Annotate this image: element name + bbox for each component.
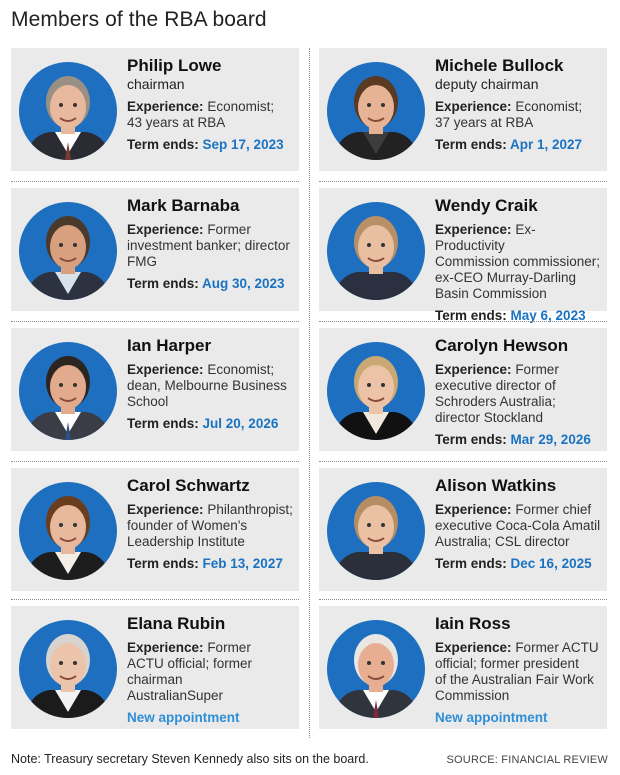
term-ends-label: Term ends:: [127, 556, 199, 571]
member-name: Wendy Craik: [435, 196, 538, 215]
experience-line: Former: [207, 222, 251, 237]
experience-line: of the Australian Fair Work: [435, 672, 594, 687]
member-name: Carolyn Hewson: [435, 336, 569, 355]
term-end-date: Apr 1, 2027: [510, 137, 583, 152]
experience-line: Philanthropist;: [207, 502, 293, 517]
portrait-photo: [327, 202, 425, 300]
portrait-photo: [327, 620, 425, 718]
member-info: [127, 196, 295, 292]
term-end-date: May 6, 2023: [510, 308, 586, 323]
experience-line: Australia; CSL director: [435, 534, 570, 549]
member-card: [11, 48, 299, 171]
member-info: [435, 56, 603, 153]
term-ends: [127, 416, 295, 432]
row-divider: [11, 181, 299, 182]
portrait-photo: [327, 62, 425, 160]
experience-line: FMG: [127, 254, 157, 269]
row-divider: [319, 181, 607, 182]
term-ends-label: Term ends:: [435, 556, 507, 571]
member-experience: [127, 362, 295, 410]
portrait-photo: [19, 62, 117, 160]
member-card: [11, 328, 299, 451]
row-divider: [319, 461, 607, 462]
new-appointment-badge: New appointment: [127, 710, 240, 725]
member-info: [435, 614, 603, 726]
experience-line: founder of Women's: [127, 518, 248, 533]
experience-line: Economist;: [207, 362, 275, 377]
term-ends-label: Term ends:: [435, 432, 507, 447]
experience-line: Ex-Productivity: [435, 222, 536, 253]
experience-label: Experience:: [127, 502, 204, 517]
experience-line: 37 years at RBA: [435, 115, 534, 130]
member-card: [11, 606, 299, 729]
row-divider: [11, 321, 299, 322]
member-name: Michele Bullock: [435, 56, 564, 75]
term-ends-label: Term ends:: [435, 137, 507, 152]
term-end-date: Sep 17, 2023: [202, 137, 284, 152]
member-info: [127, 336, 295, 432]
experience-line: Former ACTU: [515, 640, 599, 655]
portrait-photo: [19, 482, 117, 580]
member-name: Alison Watkins: [435, 476, 557, 495]
member-card: [11, 468, 299, 591]
term-ends: [127, 556, 295, 572]
column-divider: [309, 48, 310, 738]
member-experience: [127, 640, 295, 704]
term-ends-label: Term ends:: [127, 276, 199, 291]
portrait-photo: [327, 482, 425, 580]
member-card: [319, 606, 607, 729]
term-end-date: Dec 16, 2025: [510, 556, 592, 571]
experience-line: Leadership Institute: [127, 534, 245, 549]
row-divider: [11, 461, 299, 462]
member-info: [127, 614, 295, 726]
member-experience: [435, 362, 603, 426]
term-ends: [435, 432, 603, 448]
member-name: Iain Ross: [435, 614, 511, 633]
member-card: [319, 48, 607, 171]
member-card: [11, 188, 299, 311]
experience-line: AustralianSuper: [127, 688, 224, 703]
member-card: [319, 468, 607, 591]
experience-line: Former: [515, 362, 559, 377]
new-appointment-badge: New appointment: [435, 710, 548, 725]
member-name: Mark Barnaba: [127, 196, 240, 215]
row-divider: [11, 599, 299, 600]
experience-line: Former chief: [515, 502, 592, 517]
member-role: deputy chairman: [435, 76, 539, 92]
member-card: [319, 188, 607, 323]
portrait-photo: [19, 202, 117, 300]
experience-line: ex-CEO Murray-Darling: [435, 270, 577, 285]
experience-label: Experience:: [435, 502, 512, 517]
source-credit: SOURCE: FINANCIAL REVIEW: [446, 754, 608, 766]
experience-line: investment banker; director: [127, 238, 290, 253]
row-divider: [319, 321, 607, 322]
term-ends: [435, 556, 603, 572]
experience-line: executive Coca-Cola Amatil: [435, 518, 601, 533]
term-end-date: Aug 30, 2023: [202, 276, 285, 291]
experience-line: Economist;: [515, 99, 583, 114]
member-name: Philip Lowe: [127, 56, 222, 75]
portrait-photo: [327, 342, 425, 440]
member-info: [127, 56, 295, 153]
experience-line: dean, Melbourne Business: [127, 378, 287, 393]
experience-label: Experience:: [435, 99, 512, 114]
member-info: [435, 336, 603, 448]
experience-line: Basin Commission: [435, 286, 547, 301]
member-experience: [127, 222, 295, 270]
experience-line: Commission: [435, 688, 510, 703]
member-name: Elana Rubin: [127, 614, 226, 633]
member-info: [127, 476, 295, 572]
portrait-photo: [19, 620, 117, 718]
term-end-date: Mar 29, 2026: [510, 432, 591, 447]
term-end-date: Feb 13, 2027: [202, 556, 283, 571]
experience-line: chairman: [127, 672, 183, 687]
member-info: [435, 476, 603, 572]
term-ends-label: Term ends:: [435, 308, 507, 323]
experience-line: Economist;: [207, 99, 275, 114]
term-ends: [435, 137, 603, 153]
member-experience: [127, 99, 295, 131]
term-ends-label: Term ends:: [127, 137, 199, 152]
member-experience: [127, 502, 295, 550]
footnote: Note: Treasury secretary Steven Kennedy also sits on the board.: [11, 752, 369, 766]
page-title: Members of the RBA board: [11, 8, 267, 31]
experience-line: official; former president: [435, 656, 579, 671]
term-end-date: Jul 20, 2026: [202, 416, 279, 431]
member-experience: [435, 222, 603, 302]
term-ends-label: Term ends:: [127, 416, 199, 431]
experience-line: director Stockland: [435, 410, 544, 425]
row-divider: [319, 599, 607, 600]
experience-label: Experience:: [127, 640, 204, 655]
experience-label: Experience:: [127, 222, 204, 237]
experience-line: Schroders Australia;: [435, 394, 556, 409]
experience-label: Experience:: [435, 362, 512, 377]
experience-label: Experience:: [435, 222, 512, 237]
member-name: Carol Schwartz: [127, 476, 250, 495]
experience-line: School: [127, 394, 169, 409]
experience-label: Experience:: [127, 99, 204, 114]
experience-label: Experience:: [435, 640, 512, 655]
member-info: [435, 196, 603, 324]
member-card: [319, 328, 607, 451]
portrait-photo: [19, 342, 117, 440]
member-experience: [435, 502, 603, 550]
term-ends: [127, 137, 295, 153]
member-role: chairman: [127, 76, 185, 92]
term-ends: [127, 276, 295, 292]
member-experience: [435, 640, 603, 704]
experience-line: executive director of: [435, 378, 556, 393]
member-experience: [435, 99, 603, 131]
experience-line: Commission commissioner;: [435, 254, 601, 269]
experience-line: Former: [207, 640, 251, 655]
experience-line: ACTU official; former: [127, 656, 253, 671]
member-name: Ian Harper: [127, 336, 212, 355]
experience-line: 43 years at RBA: [127, 115, 226, 130]
experience-label: Experience:: [127, 362, 204, 377]
